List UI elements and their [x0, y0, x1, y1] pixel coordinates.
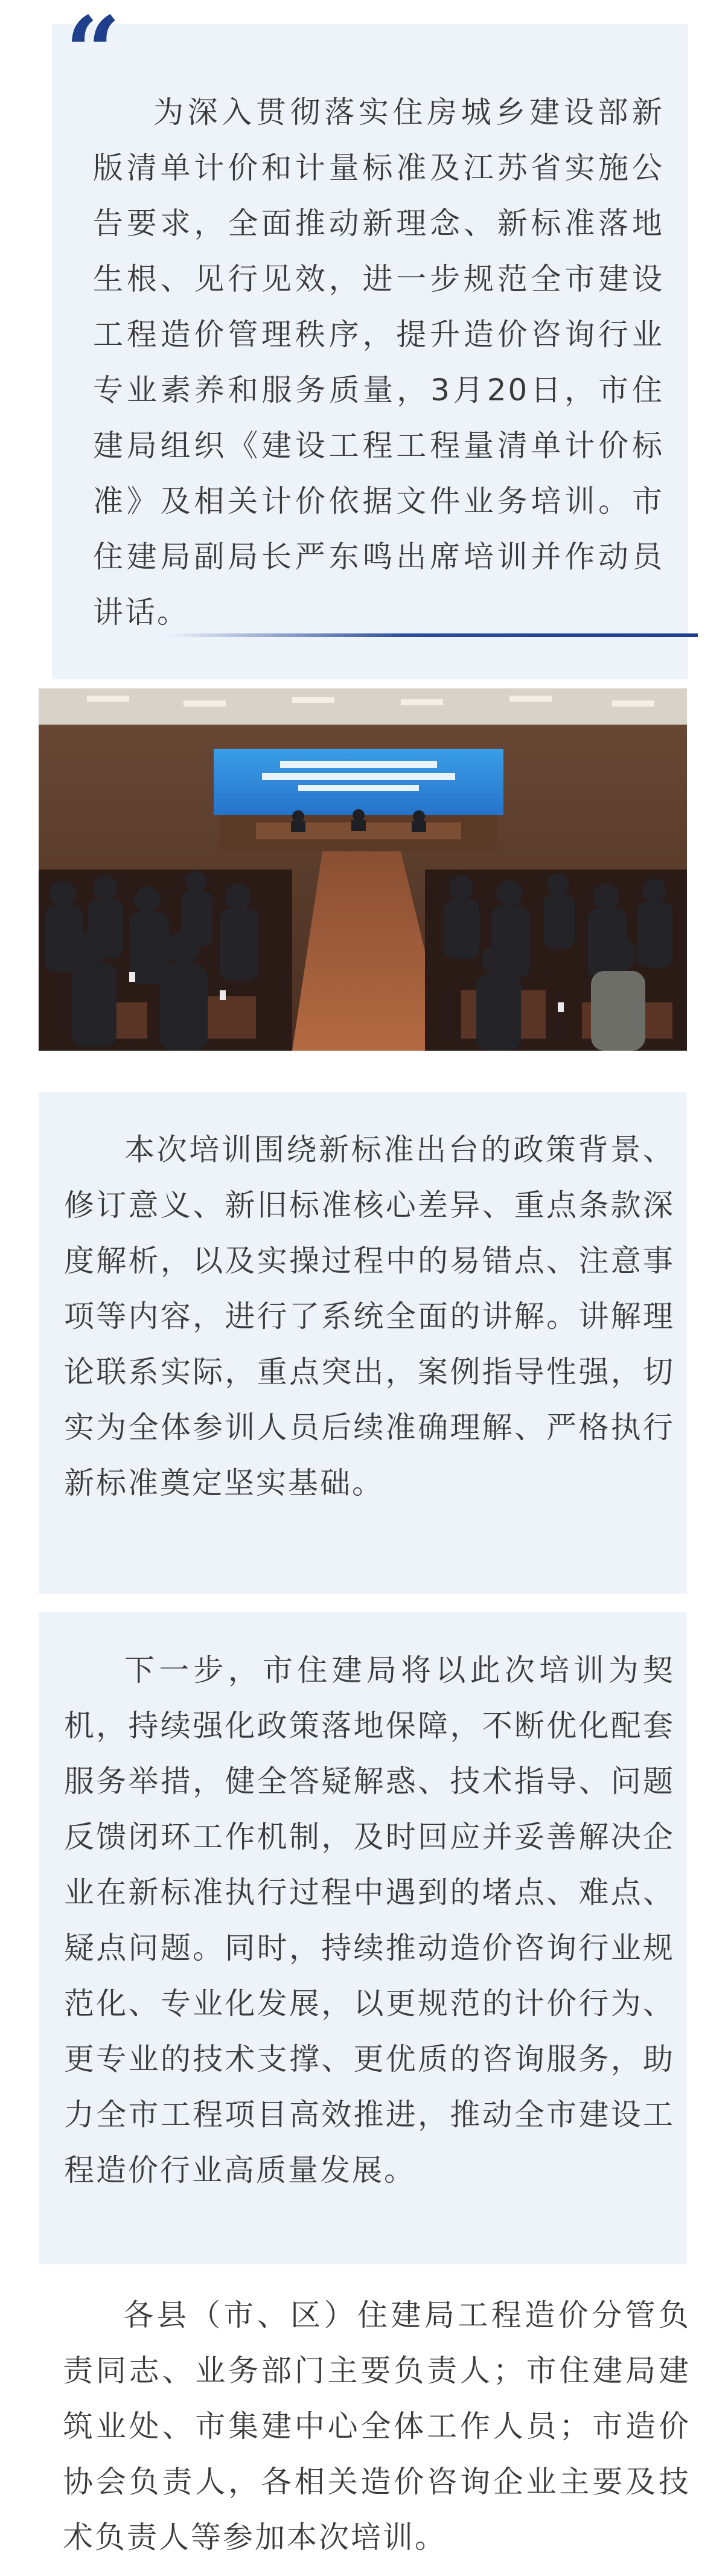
quote-icon: “ [65, 0, 121, 109]
intro-paragraph: 为深入贯彻落实住房城乡建设部新版清单计价和计量标准及江苏省实施公告要求，全面推动新理念、新标准落地生根、见行见效，进一步规范全市建设工程造价管理秩序，提升造价咨询行业专业素养和服务质量，3月20日，市住建局组织《建设工程工程量清单计价标准》及相关计价依据文件业务培训。市住建局副局长严东鸣出席培训并作动员讲话。 [93, 95, 664, 630]
meeting-photo [39, 688, 687, 1051]
meeting-hall-illustration [39, 688, 687, 1051]
content-card [39, 1092, 687, 1594]
content-paragraph: 本次培训围绕新标准出台的政策背景、修订意义、新旧标准核心差异、重点条款深度解析，以及实操过程中的易错点、注意事项等内容，进行了系统全面的讲解。讲解理论联系实际，重点突出，案例指导性强，切实为全体参训人员后续准确理解、严格执行新标准奠定坚实基础。 [64, 1132, 675, 1501]
accent-divider [167, 633, 698, 637]
attendees-paragraph: 各县（市、区）住建局工程造价分管负责同志、业务部门主要负责人；市住建局建筑业处、市集建中心全体工作人员；市造价协会负责人，各相关造价咨询企业主要及技术负责人等参加本次培训。 [63, 2298, 691, 2555]
next-steps-paragraph: 下一步，市住建局将以此次培训为契机，持续强化政策落地保障，不断优化配套服务举措，健全答疑解惑、技术指导、问题反馈闭环工作机制，及时回应并妥善解决企业在新标准执行过程中遇到的堵点、难点、疑点问题。同时，持续推动造价咨询行业规范化、专业化发展，以更规范的计价行为、更专业的技术支撑、更优质的咨询服务，助力全市工程项目高效推进，推动全市建设工程造价行业高质量发展。 [64, 1653, 675, 2188]
intro-card [52, 24, 688, 679]
next-steps-card [39, 1612, 687, 2264]
